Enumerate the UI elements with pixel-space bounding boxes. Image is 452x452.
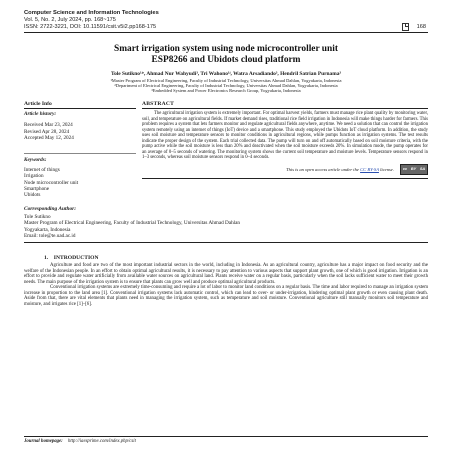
keywords-divider	[24, 153, 136, 154]
corresponding-affiliation: Master Program of Electrical Engineering, Faculty of Industrial Technology, Universitas Ahmad Dahlan	[24, 220, 241, 227]
paper-title	[24, 44, 428, 66]
received-date: Received Mar 23, 2024	[24, 122, 73, 129]
paper-page	[24, 10, 428, 308]
corresponding-name: Tole Sutikno	[24, 214, 51, 221]
keyword-item: Internet of things	[24, 167, 60, 174]
corresponding-email: Email: tole@te.uad.ac.id	[24, 232, 76, 239]
cc-badge-part: BY	[410, 167, 417, 172]
article-info-column	[24, 101, 136, 198]
keyword-item: Smartphone	[24, 185, 50, 192]
license-text	[286, 167, 394, 172]
journal-issn-row	[24, 23, 428, 31]
journal-volume: Vol. 5, No. 2, July 2024, pp. 168~175	[24, 16, 116, 23]
keyword-item: Irrigation	[24, 173, 44, 180]
affiliation-1: ¹Master Program of Electrical Engineering, Faculty of Industrial Technology, Universitas Ahmad Dahlan, Yogyakarta, Indonesia	[110, 77, 342, 83]
journal-header	[24, 10, 428, 33]
abstract-bottom-rule	[142, 178, 428, 179]
abstract-column	[142, 101, 428, 198]
paper-title-line-1: Smart irrigation system using node microcontroller unit	[114, 44, 338, 55]
journal-issn: ISSN: 2722-3221, DOI: 10.11591/csit.v5i2.pp168-175	[24, 23, 157, 30]
page-footer	[24, 436, 428, 444]
paper-title-line-2: ESP8266 and Ubidots cloud platform	[151, 55, 301, 66]
affiliation-list	[24, 78, 428, 94]
article-info-abstract-block	[24, 101, 428, 198]
license-prefix: This is an open access article under the	[286, 166, 359, 172]
author-list: Tole Sutikno¹ʲʳ, Ahmad Nur Wahyudi³, Tri Wahono¹ʲ, Watra Arsadiando³, Hendril Satrian Purnama³	[110, 71, 342, 78]
introduction-heading: 1. INTRODUCTION	[44, 254, 99, 261]
introduction-paragraph: Conventional irrigation systems are extremely time-consuming and require a lot of labor to monitor land conditions on a regular basis. The time and labor required to manage an irrigation system increase in proportion to the land area [1]. Conventional irrigation systems lack automatic control, which can lead to over- or under-irrigation, hindering optimal plant growth or even causing plant death. Aside from that, there are vital elements that plants need in managing the irrigation system, such as temperature and soil moisture. Conventional agriculture still manually monitors soil temperature and moisture, and irrigates rice [1]–[6].	[24, 285, 428, 308]
cc-by-sa-badge-icon[interactable]	[400, 164, 428, 175]
affiliation-3: ³Embedded System and Power Electronics Research Group, Yogyakarta, Indonesia	[151, 88, 301, 94]
license-link[interactable]: CC BY-SA	[360, 166, 379, 172]
introduction-body	[24, 263, 428, 308]
footer-label: Journal homepage:	[24, 439, 63, 444]
journal-name: Computer Science and Information Technologies	[24, 10, 159, 16]
corresponding-location: Yogyakarta, Indonesia	[24, 226, 71, 233]
page-number: 168	[416, 23, 426, 30]
license-suffix: license.	[380, 166, 394, 172]
cc-badge-part: cc	[402, 167, 408, 172]
corresponding-author-heading: Corresponding Author:	[24, 206, 77, 213]
journal-homepage-link[interactable]: http://iaesprime.com/index.php/csit	[67, 439, 136, 444]
keywords-heading: Keywords:	[24, 157, 47, 164]
journal-page-info	[402, 23, 426, 31]
license-note	[142, 164, 428, 175]
affiliation-2: ²Department of Electrical Engineering, Faculty of Industrial Technology, Universitas Ahmad Dahlan, Yogyakarta, Indonesia	[114, 82, 338, 88]
accepted-date: Accepted May 12, 2024	[24, 134, 74, 141]
corresponding-rule	[24, 242, 428, 243]
keyword-item: Node microcontroller unit	[24, 179, 79, 186]
abstract-heading: ABSTRACT	[142, 101, 428, 109]
corresponding-author-details	[24, 214, 428, 239]
introduction-paragraph: Agriculture and food are two of the most important industrial sectors in the world, including in Indonesia. As an agricultural country, agriculture has a major impact on food security and the welfare of the Indonesian people. In an effort to obtain optimal agricultural results, it is necessary to pay attention to various aspects that support plant growth, one of which is good irrigation. Irrigation is an effort to provide and regulate water artificially from available water sources on agricultural land. Plants receive water on a regular basis, particularly when the soil lacks sufficient water to meet their growth needs. The main purpose of the irrigation system is to ensure that plants can grow well and produce optimal agricultural products.	[24, 262, 428, 285]
revised-date: Revised Apr 28, 2024	[24, 128, 70, 135]
document-icon	[402, 23, 409, 31]
cc-badge-part: SA	[419, 167, 426, 172]
article-history-heading: Article history:	[24, 111, 57, 118]
header-rule	[24, 32, 428, 33]
abstract-text: The agricultural irrigation system is extremely important. For optimal harvest yields, farmers must manage rice plant quality by monitoring water, soil, and temperature on agricultural fields. If market demand rises, traditional rice field irrigation in Indonesia will make things harder for farmers. This problem requires a system that lets farmers monitor and regulate agricultural fields anywhere, anytime. We need a solution that can control the irrigation system remotely using an internet of things (IoT) device and a smartphone. This study employed the Ubidots IoT cloud platform. In addition, the study uses soil moisture and temperature sensors to monitor conditions in agricultural regions, while pumps function as irrigation systems. The test results indicate the proper design of the system. Each trial collected data. The pump will turn on and off automatically based on soil moisture criteria, with the pump active while the soil moisture is less than 20% and deactivated when the soil moisture exceeds 20%. In simulation mode, the pump operates for an average of 0–5 seconds of watering. The monitoring system shows the current soil temperature and moisture levels. Temperature sensors respond in 1–3 seconds, whereas soil moisture sensors respond in 0–4 seconds.	[142, 111, 428, 161]
keyword-item: Ubidots	[24, 191, 41, 198]
article-info-heading: Article Info	[24, 101, 136, 109]
